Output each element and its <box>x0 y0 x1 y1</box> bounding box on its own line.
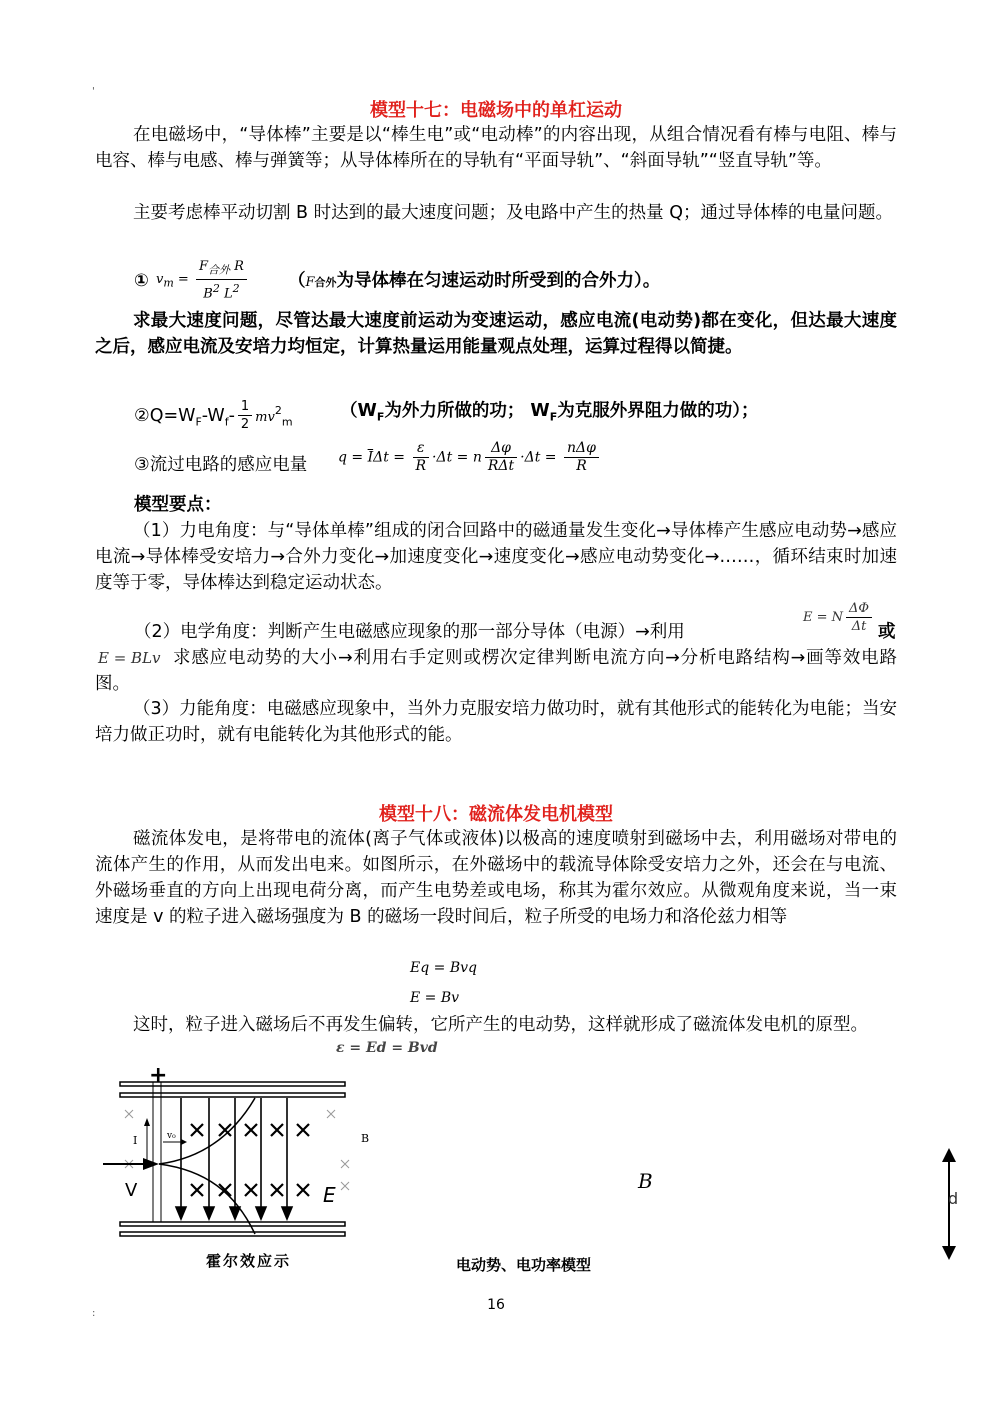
keypoints-title: 模型要点： <box>134 495 222 515</box>
section18-title: 模型十八：磁流体发电机模型 <box>379 804 613 825</box>
label-current-i: I <box>133 1134 138 1147</box>
formula-emf-blv: E = BLv <box>98 649 161 667</box>
lower-plate <box>120 1222 345 1226</box>
label-v0: v₀ <box>167 1131 176 1141</box>
section17-explain: 求最大速度问题，尽管达最大速度前运动为变速运动，感应电流(电动势)都在变化，但达最大速度之后，感应电流及安培力均恒定，计算热量运用能量观点处理，运算过程得以简捷。 <box>95 311 897 357</box>
keypoint-3: （3）力能角度：电磁感应现象中，当外力克服安培力做功时，就有其他形式的能转化为电能；当安培力做正功时，就有电能转化为其他形式的能。 <box>95 699 897 745</box>
hall-effect-diagram <box>95 1062 375 1247</box>
caption-emf-model: 电动势、电功率模型 <box>456 1256 592 1274</box>
caption-hall-effect: 霍尔效应示 <box>206 1252 292 1270</box>
upper-plate-inner <box>120 1093 345 1097</box>
section17-intro: 在电磁场中，“导体棒”主要是以“棒生电”或“电动棒”的内容出现，从组合情况看有棒与电阻、棒与电容、棒与电感、棒与弹簧等；从导体棒所在的导轨有“平面导轨”、“斜面导轨”“竖直导轨”等。 <box>95 125 897 171</box>
plus-sign: + <box>149 1063 168 1088</box>
label-b-right: B <box>638 1169 653 1193</box>
keypoint-1: （1）力电角度：与“导体单棒”组成的闭合回路中的磁通量发生变化→导体棒产生感应电动势→感应电流→导体棒受安培力→合外力变化→加速度变化→速度变化→感应电动势变化→……，循环结束时加速度等于零，导体棒达到稳定运动状态。 <box>95 521 897 593</box>
keypoint-2-or: 或 <box>878 622 896 642</box>
formula1: $v_m$ = $\frac{F_{合外} R}{B^2 L^2}$ <box>156 258 250 302</box>
section17-title: 模型十七：电磁场中的单杠运动 <box>370 100 622 121</box>
label-b: B <box>361 1132 370 1145</box>
formula3: $q = \overline{I}\Delta t$ = $\frac{\varepsilon}{R}$ ·Δt = n $\frac{\Delta\varphi}{\text{RΔt}}$ ·Δt = $\frac{\text{nΔφ}}{R}$ <box>338 440 602 475</box>
lower-plate-outer <box>120 1232 345 1236</box>
equation-e-bv: E = Bv <box>410 990 460 1006</box>
document-page: ' 模型十七：电磁场中的单杠运动 在电磁场中，“导体棒”主要是以“棒生电”或“电动棒”的内容出现，从组合情况看有棒与电阻、棒与电容、棒与电感、棒与弹簧等；从导体棒所在的导轨有“平面导轨”、“斜面导轨”“竖直导轨”等。 主要考虑棒平动切割 B 时达到的最大速度问题；及电路中产生的热量 Q；通过导体棒的电量问题。 ① $v_m$ = $\frac{F_{合外} R}{B^2 L^2}$ （F合外为导体棒在匀速运动时所受到的合外力）。 求最大速度问题，尽管达最大速度前运动为变速运动，感应电流(电动势)都在变化，但达最大速度之后，感应电流及安培力均恒定，计算热量运用能量观点处理，运算过程得以简捷。 $②Q=W_F-W_f-$ $\frac{1}{2}$ $mv^2_m$ （$W_F$为外力所做的功； $W_F$为克服外界阻力做的功）； ③流过电路的感应电量 $q = \overline{I}\Delta t$ = $\frac{\varepsilon}{R}$ ·Δt = n $\frac{\Delta\varphi}{\text{RΔt}}$ ·Δt = $\frac{\text{nΔφ}}{R}$ 模型要点： （1）力电角度：与“导体单棒”组成的闭合回路中的磁通量发生变化→导体棒产生感应电动势→感应电流→导体棒受安培力→合外力变化→加速度变化→速度变化→感应电动势变化→……，循环结束时加速度等于零，导体棒达到稳定运动状态。 （2）电学角度：判断产生电磁感应现象的那一部分导体（电源）→利用 E = N $\frac{\Delta\Phi}{\Delta t}$ 或 E = BLv 求感应电动势的大小→利用右手定则或楞次定律判断电流方向→分析电路结构→画等效电路图。 （3）力能角度：电磁感应现象中，当外力克服安培力做功时，就有其他形式的能转化为电能；当安培力做正功时，就有电能转化为其他形式的能。 模型十八：磁流体发电机模型 磁流体发电，是将带电的流体(离子气体或液体)以极高的速度喷射到磁场中去，利用磁场对带电的流体产生的作用，从而发出电来。如图所示，在外磁场中的载流导体除受安培力之外，还会在与电流、外磁场垂直的方向上出现电荷分离，而产生电势差或电场，称其为霍尔效应。从微观角度来说，当一束速度是 v 的粒子进入磁场强度为 B 的磁场一段时间后，粒子所受的电场力和洛伦兹力相等 Eq = Bvq E = Bv 这时，粒子进入磁场后不再发生偏转，它所产生的电动势，这样就形成了磁流体发电机的原型。 ε = Ed = Bvd + I v₀ B V E 霍尔效应示 B d 电动势、电功率模型 16 : <box>0 0 992 1402</box>
formula-emf-flux: E = N $\frac{\Delta\Phi}{\Delta t}$ <box>803 600 875 635</box>
equation-eq-bvq: Eq = Bvq <box>410 960 477 976</box>
section17-focus: 主要考虑棒平动切割 B 时达到的最大速度问题；及电路中产生的热量 Q；通过导体棒的电量问题。 <box>133 203 893 223</box>
formula1-prefix: ① <box>134 271 149 291</box>
equation-emf-bvd: ε = Ed = Bvd <box>336 1040 438 1056</box>
label-d: d <box>948 1189 959 1208</box>
formula3-prefix: ③流过电路的感应电量 <box>134 455 308 475</box>
keypoint-2b: 求感应电动势的大小→利用右手定则或楞次定律判断电流方向→分析电路结构→画等效电路图。 <box>95 648 897 694</box>
formula2-note: （$W_F$为外力所做的功； $W_F$为克服外界阻力做的功）； <box>340 401 759 424</box>
section18-intro: 磁流体发电，是将带电的流体(离子气体或液体)以极高的速度喷射到磁场中去，利用磁场对带电的流体产生的作用，从而发出电来。如图所示，在外磁场中的载流导体除受安培力之外，还会在与电流、外磁场垂直的方向上出现电荷分离，而产生电势差或电场，称其为霍尔效应。从微观角度来说，当一束速度是 v 的粒子进入磁场强度为 B 的磁场一段时间后，粒子所受的电场力和洛伦兹力相等 <box>95 829 897 927</box>
page-number: 16 <box>487 1297 505 1313</box>
formula1-note: （F合外为导体棒在匀速运动时所受到的合外力）。 <box>288 271 661 291</box>
label-v: V <box>125 1180 138 1201</box>
label-e: E <box>323 1183 336 1207</box>
keypoint-2a: （2）电学角度：判断产生电磁感应现象的那一部分导体（电源）→利用 <box>134 622 685 642</box>
section18-conclusion: 这时，粒子进入磁场后不再发生偏转，它所产生的电动势，这样就形成了磁流体发电机的原型。 <box>133 1015 868 1035</box>
formula2: $②Q=W_F-W_f-$ $\frac{1}{2}$ $mv^2_m$ <box>134 399 293 433</box>
